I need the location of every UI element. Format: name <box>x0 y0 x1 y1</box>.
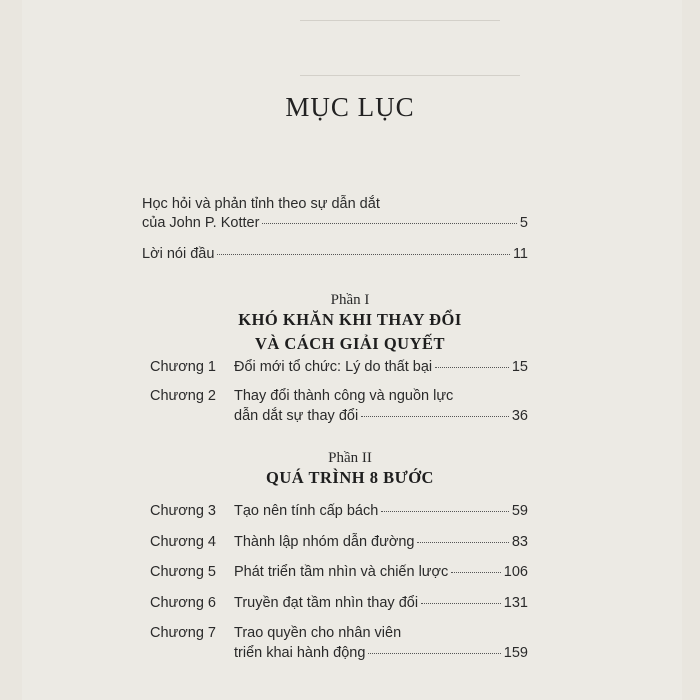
chapter-title: Đổi mới tổ chức: Lý do thất bại <box>234 359 433 375</box>
chapter-label: Chương 2 <box>150 388 216 404</box>
entry-page-number: 11 <box>512 246 528 262</box>
entry-text-line2: của John P. Kotter <box>142 215 260 231</box>
toc-entry-chapter-3[interactable] <box>142 503 528 525</box>
toc-entry-chapter-6[interactable] <box>142 595 528 617</box>
dot-leader <box>381 511 509 512</box>
chapter-page-number: 159 <box>503 645 528 661</box>
entry-text-line1: Học hỏi và phản tỉnh theo sự dẫn dắt <box>142 196 380 212</box>
part-label: Phần II <box>328 450 372 466</box>
dot-leader <box>451 572 501 573</box>
toc-entry-intro-kotter[interactable] <box>142 196 528 231</box>
chapter-label: Chương 7 <box>150 625 216 641</box>
chapter-label: Chương 6 <box>150 595 216 611</box>
dot-leader <box>435 367 509 368</box>
part-title-line2: VÀ CÁCH GIẢI QUYẾT <box>254 334 446 353</box>
part-title <box>0 466 700 490</box>
chapter-page-number: 131 <box>503 595 528 611</box>
part-title-line1: QUÁ TRÌNH 8 BƯỚC <box>266 468 434 487</box>
entry-page-number: 5 <box>519 215 528 231</box>
part-title <box>0 308 700 356</box>
chapter-label: Chương 3 <box>150 503 216 519</box>
dot-leader <box>421 603 501 604</box>
chapter-title: Phát triển tầm nhìn và chiến lược <box>234 564 449 580</box>
entry-text: Lời nói đầu <box>142 246 215 262</box>
toc-entry-chapter-7[interactable] <box>142 625 528 673</box>
chapter-title: Truyền đạt tầm nhìn thay đổi <box>234 595 419 611</box>
chapter-label: Chương 5 <box>150 564 216 580</box>
chapter-label: Chương 1 <box>150 359 216 375</box>
chapter-page-number: 15 <box>511 359 528 375</box>
chapter-title: Tạo nên tính cấp bách <box>234 503 379 519</box>
dot-leader <box>217 254 510 255</box>
dot-leader <box>368 653 500 654</box>
chapter-page-number: 36 <box>511 408 528 424</box>
chapter-title-line2: dẫn dắt sự thay đổi <box>234 408 359 424</box>
toc-entry-preface[interactable] <box>142 246 528 262</box>
toc-entry-chapter-2[interactable] <box>142 388 528 432</box>
part-title-line1: KHÓ KHĂN KHI THAY ĐỔI <box>238 310 462 329</box>
dot-leader <box>262 223 516 224</box>
chapter-title-line2: triển khai hành động <box>234 645 366 661</box>
bleed-through-mark <box>300 75 520 82</box>
toc-entry-chapter-1[interactable] <box>142 359 528 381</box>
chapter-page-number: 59 <box>511 503 528 519</box>
page-title: MỤC LỤC <box>285 92 415 122</box>
part-label: Phần I <box>330 292 370 308</box>
toc-entry-chapter-5[interactable] <box>142 564 528 586</box>
chapter-title-line1: Trao quyền cho nhân viên <box>234 625 402 641</box>
chapter-title: Thành lập nhóm dẫn đường <box>234 534 415 550</box>
dot-leader <box>417 542 508 543</box>
chapter-title-line1: Thay đổi thành công và nguồn lực <box>234 388 454 404</box>
dot-leader <box>361 416 509 417</box>
toc-entry-chapter-4[interactable] <box>142 534 528 556</box>
chapter-label: Chương 4 <box>150 534 216 550</box>
bleed-through-mark <box>300 20 500 27</box>
chapter-page-number: 106 <box>503 564 528 580</box>
chapter-page-number: 83 <box>511 534 528 550</box>
